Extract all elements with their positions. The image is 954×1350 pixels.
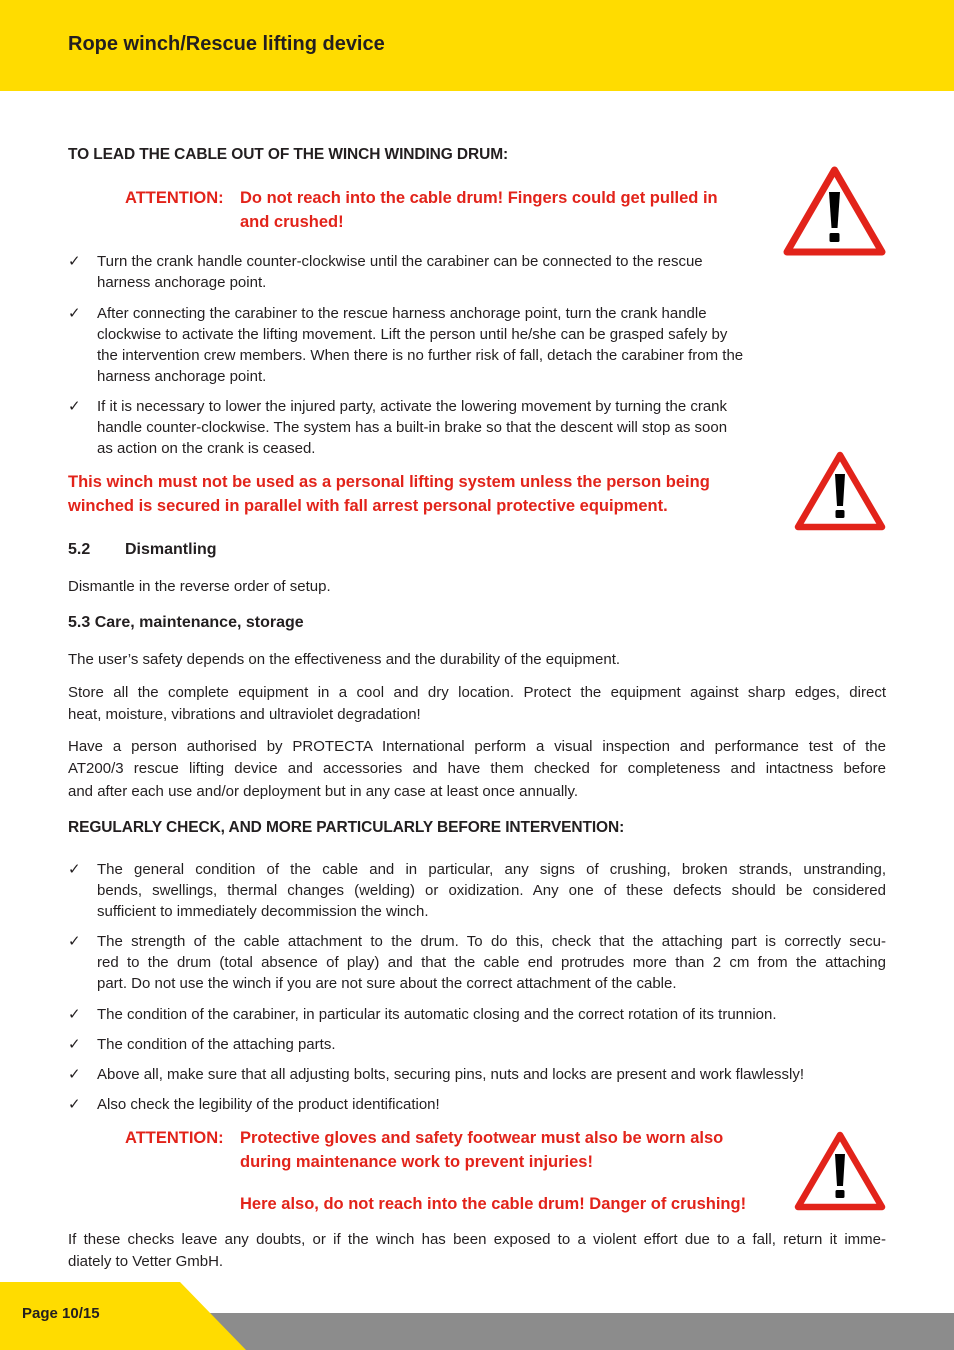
warning-triangle-icon [783,166,886,256]
attention-block-2 [125,1126,805,1218]
paragraph-line: If these checks leave any doubts, or if the winch has been exposed to a violent effort due to a fall, return it imme- [68,1231,886,1248]
attention-text-line1: Protective gloves and safety footwear must also be worn also [240,1129,724,1147]
paragraph-line: heat, moisture, vibrations and ultraviolet degradation! [68,706,421,723]
winch-warning-line2: winched is secured in parallel with fall arrest personal protective equipment. [68,497,668,515]
closing-paragraph [68,1229,886,1273]
paragraph-line: diately to Vetter GmbH. [68,1253,224,1270]
list-item-text: clockwise to activate the lifting movement. Lift the person until he/she can be grasped safely by [97,326,728,343]
section-title-care: 5.3 Care, maintenance, storage [68,614,304,631]
paragraph-line: Store all the complete equipment in a cool and dry location. Protect the equipment against sharp edges, direct [68,684,886,701]
winch-warning [68,470,788,518]
page-number: Page 10/15 [22,1305,100,1322]
attention-text-line1: Do not reach into the cable drum! Fingers could get pulled in [240,189,718,207]
check-icon: ✓ [68,1036,81,1053]
care-paragraph-1: The user’s safety depends on the effectiveness and the durability of the equipment. [68,651,621,668]
list-item-text: Turn the crank handle counter-clockwise until the carabiner can be connected to the rescue [97,253,703,270]
list-item-text: If it is necessary to lower the injured party, activate the lowering movement by turning the crank [97,398,728,415]
check-icon: ✓ [68,398,81,415]
list-item-text: bends, swellings, thermal changes (welding) or oxidization. Any one of these defects should be considered [97,882,886,899]
list-item-text: The condition of the carabiner, in particular its automatic closing and the correct rotation of its trunnion. [97,1006,777,1023]
list-item-text: sufficient to immediately decommission the winch. [97,903,429,920]
section-number-5-2: 5.2 [68,541,91,558]
section-heading-lead: TO LEAD THE CABLE OUT OF THE WINCH WINDING DRUM: [68,146,509,163]
list-item-text: Above all, make sure that all adjusting bolts, securing pins, nuts and locks are present and work flawlessly! [97,1066,805,1083]
check-icon: ✓ [68,253,81,270]
list-item-text: After connecting the carabiner to the rescue harness anchorage point, turn the crank handle [97,305,707,322]
attention-block-1 [125,186,785,236]
attention-text-line2: during maintenance work to prevent injuries! [240,1153,593,1171]
section-heading-check: REGULARLY CHECK, AND MORE PARTICULARLY BEFORE INTERVENTION: [68,819,625,836]
paragraph-line: and after each use and/or deployment but in any case at least once annually. [68,783,579,800]
check-icon: ✓ [68,933,81,950]
care-paragraph-2 [68,682,886,726]
check-icon: ✓ [68,1006,81,1023]
dismantling-text: Dismantle in the reverse order of setup. [68,578,331,595]
check-icon: ✓ [68,861,81,878]
warning-triangle-icon [794,451,886,531]
warning-triangle-icon [794,1131,886,1211]
care-paragraph-3 [68,736,886,803]
check-icon: ✓ [68,1066,81,1083]
attention-label: ATTENTION: [125,189,224,207]
list-item-text: The general condition of the cable and in particular, any signs of crushing, broken strands, unstranding, [97,861,886,878]
winch-warning-line1: This winch must not be used as a personal lifting system unless the person being [68,473,710,491]
list-item-text: The condition of the attaching parts. [97,1036,336,1053]
list-item-text: as action on the crank is ceased. [97,440,316,457]
paragraph-line: Have a person authorised by PROTECTA International perform a visual inspection and performance test of the [68,738,886,755]
list-item-text: harness anchorage point. [97,368,267,385]
list-item-text: harness anchorage point. [97,274,267,291]
list-item-text: The strength of the cable attachment to the drum. To do this, check that the attaching part is correctly secu- [97,933,886,950]
section-title-dismantling: Dismantling [125,541,217,558]
attention-text-line3: Here also, do not reach into the cable drum! Danger of crushing! [240,1195,747,1213]
paragraph-line: AT200/3 rescue lifting device and accessories and have them checked for completeness and intactness before [68,760,886,777]
list-item-text: part. Do not use the winch if you are not sure about the correct attachment of the cable. [97,975,677,992]
list-item-text: red to the drum (total absence of play) and that the cable end protrudes more than 2 cm from the attaching [97,954,886,971]
list-item-text: Also check the legibility of the product identification! [97,1096,440,1113]
list-item-text: the intervention crew members. When there is no further risk of fall, detach the carabiner from the [97,347,744,364]
document-title: Rope winch/Rescue lifting device [68,33,385,55]
attention-text-line2: and crushed! [240,213,344,231]
list-item-text: handle counter-clockwise. The system has a built-in brake so that the descent will stop as soon [97,419,728,436]
header-bar [0,0,954,91]
attention-label: ATTENTION: [125,1129,224,1147]
check-icon: ✓ [68,305,81,322]
check-icon: ✓ [68,1096,81,1113]
